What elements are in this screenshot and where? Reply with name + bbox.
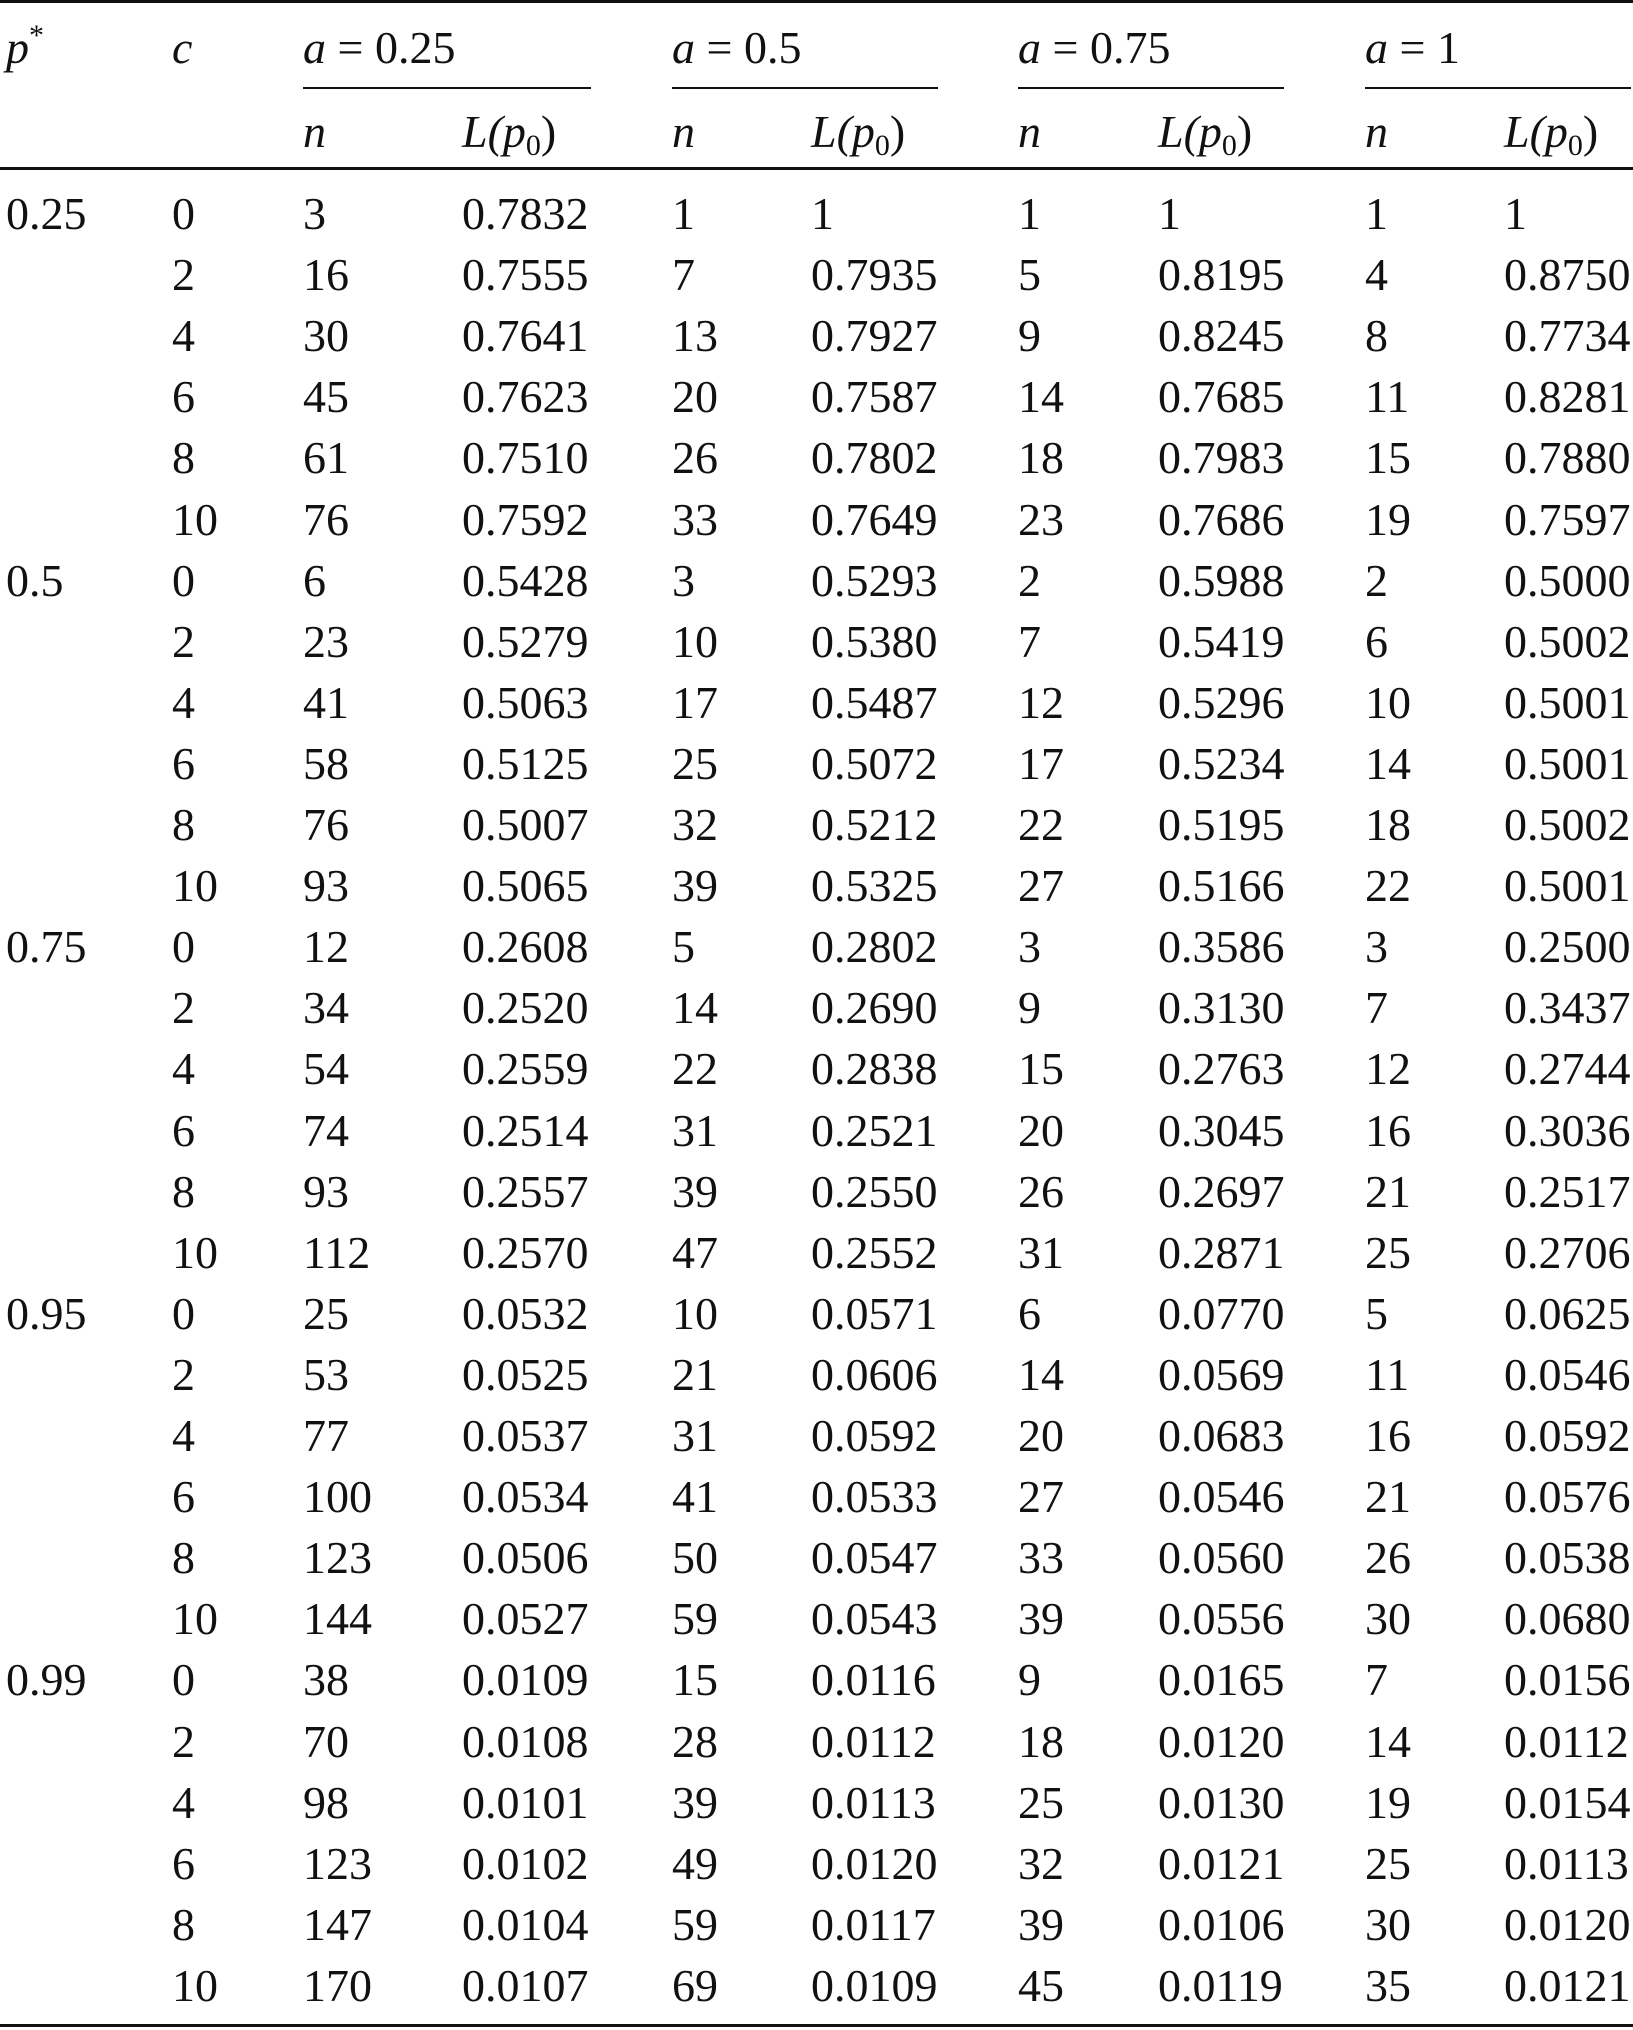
cell-L: 0.0592 <box>811 1410 938 1461</box>
group-underline <box>672 87 938 89</box>
cell-n: 2 <box>1365 554 1388 606</box>
cell-n: 14 <box>1018 1348 1064 1400</box>
cell-c: 10 <box>172 860 218 912</box>
cell-n: 15 <box>1018 1043 1064 1095</box>
cell-n: 16 <box>303 249 349 301</box>
cell-c: 10 <box>172 1226 218 1278</box>
cell-L: 0.0154 <box>1504 1776 1631 1828</box>
cell-n: 22 <box>1018 799 1064 850</box>
cell-n: 69 <box>672 1959 718 2011</box>
cell-n: 2 <box>1018 554 1041 606</box>
cell-n: 25 <box>672 737 718 789</box>
cell-n: 123 <box>303 1837 372 1889</box>
cell-L: 0.0121 <box>1158 1837 1285 1889</box>
group-underline <box>1365 87 1631 89</box>
cell-n: 39 <box>672 860 718 912</box>
cell-c: 4 <box>172 1776 195 1828</box>
cell-L: 0.0104 <box>462 1898 589 1950</box>
cell-c: 10 <box>172 1593 218 1645</box>
cell-n: 12 <box>1365 1043 1411 1095</box>
cell-n: 93 <box>303 1165 349 1217</box>
cell-n: 25 <box>1018 1776 1064 1828</box>
cell-n: 170 <box>303 1959 372 2011</box>
header-L-p0: $L(p_0)$ <box>1504 106 1599 162</box>
cell-L: 0.0102 <box>462 1837 589 1889</box>
cell-n: 11 <box>1365 1348 1410 1400</box>
cell-L: 0.5296 <box>1158 676 1285 728</box>
group-underline <box>303 87 591 89</box>
cell-L: 0.0546 <box>1504 1348 1631 1400</box>
cell-L: 0.3586 <box>1158 921 1285 973</box>
cell-n: 17 <box>672 676 718 728</box>
cell-n: 1 <box>1018 188 1041 239</box>
cell-n: 34 <box>303 982 349 1034</box>
header-n: n <box>303 106 326 157</box>
cell-n: 19 <box>1365 1776 1411 1828</box>
cell-n: 25 <box>1365 1837 1411 1889</box>
cell-n: 54 <box>303 1043 349 1095</box>
cell-L: 0.8245 <box>1158 310 1285 362</box>
cell-L: 0.5212 <box>811 799 938 850</box>
cell-c: 2 <box>172 982 195 1034</box>
cell-n: 98 <box>303 1776 349 1828</box>
header-n: n <box>1365 106 1388 157</box>
cell-L: 1 <box>811 188 834 239</box>
header-c: c <box>172 22 193 73</box>
cell-n: 35 <box>1365 1959 1411 2011</box>
cell-n: 76 <box>303 493 349 545</box>
cell-L: 0.0546 <box>1158 1471 1285 1523</box>
header-L-p0: $L(p_0)$ <box>462 106 557 162</box>
cell-L: 0.0106 <box>1158 1898 1285 1950</box>
cell-L: 0.2802 <box>811 921 938 973</box>
cell-L: 0.2763 <box>1158 1043 1285 1095</box>
cell-L: 0.2500 <box>1504 921 1631 973</box>
cell-L: 0.2838 <box>811 1043 938 1095</box>
cell-L: 0.5428 <box>462 554 589 606</box>
cell-n: 9 <box>1018 1654 1041 1706</box>
cell-n: 23 <box>303 615 349 667</box>
cell-c: 6 <box>172 1104 195 1156</box>
cell-n: 3 <box>672 554 695 606</box>
cell-n: 112 <box>303 1226 371 1278</box>
cell-L: 0.2520 <box>462 982 589 1034</box>
cell-n: 41 <box>672 1471 718 1523</box>
cell-n: 21 <box>1365 1471 1411 1523</box>
cell-L: 0.5001 <box>1504 860 1631 912</box>
cell-n: 31 <box>672 1104 718 1156</box>
cell-n: 32 <box>1018 1837 1064 1889</box>
cell-c: 0 <box>172 188 195 239</box>
cell-L: 0.5001 <box>1504 676 1631 728</box>
cell-L: 0.2744 <box>1504 1043 1631 1095</box>
cell-L: 0.0113 <box>811 1776 936 1828</box>
cell-c: 0 <box>172 554 195 606</box>
header-L-p0: $L(p_0)$ <box>1158 106 1253 162</box>
cell-n: 17 <box>1018 737 1064 789</box>
cell-L: 0.0130 <box>1158 1776 1285 1828</box>
cell-L: 0.5166 <box>1158 860 1285 912</box>
header-group-a-1: a = 1 <box>1365 22 1460 73</box>
cell-n: 15 <box>672 1654 718 1706</box>
cell-n: 4 <box>1365 249 1388 301</box>
cell-pstar: 0.99 <box>6 1654 87 1706</box>
cell-n: 61 <box>303 432 349 484</box>
cell-c: 8 <box>172 1165 195 1217</box>
cell-c: 10 <box>172 1959 218 2011</box>
cell-n: 7 <box>1365 982 1388 1034</box>
cell-L: 0.0547 <box>811 1532 938 1584</box>
cell-L: 0.0108 <box>462 1715 589 1767</box>
cell-n: 27 <box>1018 1471 1064 1523</box>
cell-L: 0.0117 <box>811 1898 936 1950</box>
cell-L: 0.2557 <box>462 1165 589 1217</box>
cell-n: 1 <box>1365 188 1388 239</box>
cell-n: 21 <box>1365 1165 1411 1217</box>
header-n: n <box>1018 106 1041 157</box>
cell-n: 39 <box>672 1165 718 1217</box>
cell-n: 13 <box>672 310 718 362</box>
cell-n: 18 <box>1018 1715 1064 1767</box>
cell-L: 0.7510 <box>462 432 589 484</box>
cell-L: 0.0569 <box>1158 1348 1285 1400</box>
cell-pstar: 0.75 <box>6 921 87 973</box>
cell-L: 0.2552 <box>811 1226 938 1278</box>
cell-c: 2 <box>172 1715 195 1767</box>
cell-n: 49 <box>672 1837 718 1889</box>
cell-L: 0.5065 <box>462 860 589 912</box>
cell-n: 7 <box>1365 1654 1388 1706</box>
cell-L: 0.3130 <box>1158 982 1285 1034</box>
cell-c: 10 <box>172 493 218 545</box>
cell-L: 0.3036 <box>1504 1104 1631 1156</box>
cell-L: 0.7832 <box>462 188 589 239</box>
cell-L: 0.0527 <box>462 1593 589 1645</box>
cell-n: 14 <box>672 982 718 1034</box>
cell-L: 0.0680 <box>1504 1593 1631 1645</box>
cell-n: 26 <box>1018 1165 1064 1217</box>
cell-n: 39 <box>1018 1593 1064 1645</box>
cell-n: 30 <box>303 310 349 362</box>
cell-c: 6 <box>172 371 195 423</box>
cell-L: 0.5234 <box>1158 737 1285 789</box>
cell-L: 0.0109 <box>811 1959 938 2011</box>
cell-L: 0.8750 <box>1504 249 1631 301</box>
cell-L: 0.2550 <box>811 1165 938 1217</box>
header-group-a-0.25: a = 0.25 <box>303 22 456 73</box>
cell-n: 14 <box>1018 371 1064 423</box>
cell-n: 15 <box>1365 432 1411 484</box>
cell-n: 5 <box>1018 249 1041 301</box>
cell-n: 30 <box>1365 1593 1411 1645</box>
cell-L: 0.0101 <box>462 1776 589 1828</box>
cell-L: 0.7623 <box>462 371 589 423</box>
cell-L: 0.2517 <box>1504 1165 1631 1217</box>
cell-n: 20 <box>1018 1410 1064 1461</box>
cell-n: 22 <box>1365 860 1411 912</box>
cell-n: 41 <box>303 676 349 728</box>
cell-n: 18 <box>1365 799 1411 850</box>
cell-L: 0.0107 <box>462 1959 589 2011</box>
cell-L: 0.8195 <box>1158 249 1285 301</box>
cell-c: 6 <box>172 1837 195 1889</box>
cell-L: 0.2521 <box>811 1104 938 1156</box>
cell-L: 0.7685 <box>1158 371 1285 423</box>
cell-c: 0 <box>172 1287 195 1339</box>
cell-n: 16 <box>1365 1410 1411 1461</box>
cell-c: 0 <box>172 1654 195 1706</box>
cell-n: 18 <box>1018 432 1064 484</box>
cell-n: 22 <box>672 1043 718 1095</box>
cell-pstar: 0.25 <box>6 188 87 239</box>
cell-n: 9 <box>1018 310 1041 362</box>
cell-L: 0.7802 <box>811 432 938 484</box>
cell-L: 0.0165 <box>1158 1654 1285 1706</box>
cell-L: 0.0538 <box>1504 1532 1631 1584</box>
cell-n: 20 <box>1018 1104 1064 1156</box>
header-group-a-0.75: a = 0.75 <box>1018 22 1171 73</box>
cell-n: 93 <box>303 860 349 912</box>
cell-n: 7 <box>1018 615 1041 667</box>
cell-n: 1 <box>672 188 695 239</box>
cell-L: 0.2559 <box>462 1043 589 1095</box>
cell-n: 59 <box>672 1898 718 1950</box>
cell-L: 0.2570 <box>462 1226 589 1278</box>
cell-L: 0.0119 <box>1158 1959 1283 2011</box>
cell-c: 4 <box>172 1410 195 1461</box>
cell-c: 2 <box>172 1348 195 1400</box>
cell-n: 33 <box>1018 1532 1064 1584</box>
cell-n: 26 <box>672 432 718 484</box>
cell-L: 0.0525 <box>462 1348 589 1400</box>
bottom-rule <box>0 2024 1633 2027</box>
cell-n: 3 <box>1018 921 1041 973</box>
cell-n: 23 <box>1018 493 1064 545</box>
cell-n: 123 <box>303 1532 372 1584</box>
cell-n: 16 <box>1365 1104 1411 1156</box>
cell-L: 0.7649 <box>811 493 938 545</box>
cell-n: 11 <box>1365 371 1410 423</box>
cell-n: 58 <box>303 737 349 789</box>
cell-L: 0.5487 <box>811 676 938 728</box>
cell-L: 0.5195 <box>1158 799 1285 850</box>
header-group-a-0.5: a = 0.5 <box>672 22 802 73</box>
cell-L: 0.5002 <box>1504 615 1631 667</box>
cell-n: 3 <box>303 188 326 239</box>
cell-L: 0.5063 <box>462 676 589 728</box>
cell-L: 0.0571 <box>811 1287 938 1339</box>
cell-L: 0.2514 <box>462 1104 589 1156</box>
cell-L: 0.7587 <box>811 371 938 423</box>
cell-L: 0.5001 <box>1504 737 1631 789</box>
cell-L: 0.0560 <box>1158 1532 1285 1584</box>
cell-L: 0.0534 <box>462 1471 589 1523</box>
cell-L: 0.5293 <box>811 554 938 606</box>
cell-n: 31 <box>672 1410 718 1461</box>
cell-L: 0.2706 <box>1504 1226 1631 1278</box>
cell-n: 38 <box>303 1654 349 1706</box>
cell-L: 0.0156 <box>1504 1654 1631 1706</box>
cell-L: 0.0120 <box>1158 1715 1285 1767</box>
cell-n: 39 <box>672 1776 718 1828</box>
header-n: n <box>672 106 695 157</box>
cell-L: 0.3437 <box>1504 982 1631 1034</box>
cell-L: 0.8281 <box>1504 371 1631 423</box>
cell-n: 47 <box>672 1226 718 1278</box>
cell-c: 8 <box>172 1898 195 1950</box>
cell-n: 12 <box>1018 676 1064 728</box>
cell-c: 6 <box>172 737 195 789</box>
cell-L: 0.0109 <box>462 1654 589 1706</box>
cell-n: 19 <box>1365 493 1411 545</box>
cell-L: 0.0533 <box>811 1471 938 1523</box>
group-underline <box>1018 87 1284 89</box>
cell-L: 0.0683 <box>1158 1410 1285 1461</box>
cell-n: 76 <box>303 799 349 850</box>
cell-n: 32 <box>672 799 718 850</box>
cell-L: 0.5002 <box>1504 799 1631 850</box>
cell-n: 14 <box>1365 737 1411 789</box>
cell-n: 144 <box>303 1593 372 1645</box>
cell-L: 0.5125 <box>462 737 589 789</box>
cell-L: 0.7641 <box>462 310 589 362</box>
cell-c: 8 <box>172 432 195 484</box>
cell-L: 0.0625 <box>1504 1287 1631 1339</box>
cell-n: 21 <box>672 1348 718 1400</box>
cell-L: 0.7555 <box>462 249 589 301</box>
cell-n: 28 <box>672 1715 718 1767</box>
cell-n: 45 <box>1018 1959 1064 2011</box>
cell-n: 31 <box>1018 1226 1064 1278</box>
cell-L: 0.7927 <box>811 310 938 362</box>
cell-n: 25 <box>303 1287 349 1339</box>
cell-n: 100 <box>303 1471 372 1523</box>
cell-n: 7 <box>672 249 695 301</box>
cell-n: 39 <box>1018 1898 1064 1950</box>
cell-L: 0.0506 <box>462 1532 589 1584</box>
cell-L: 0.0121 <box>1504 1959 1631 2011</box>
cell-n: 20 <box>672 371 718 423</box>
cell-c: 8 <box>172 1532 195 1584</box>
cell-L: 0.7592 <box>462 493 589 545</box>
header-L-p0: $L(p_0)$ <box>811 106 906 162</box>
header-pstar: p* <box>6 19 44 73</box>
cell-c: 4 <box>172 676 195 728</box>
cell-L: 0.0770 <box>1158 1287 1285 1339</box>
header-rule <box>0 167 1633 170</box>
cell-L: 0.0606 <box>811 1348 938 1400</box>
cell-n: 77 <box>303 1410 349 1461</box>
cell-L: 0.0120 <box>1504 1898 1631 1950</box>
cell-L: 0.7983 <box>1158 432 1285 484</box>
cell-n: 5 <box>672 921 695 973</box>
cell-c: 2 <box>172 615 195 667</box>
cell-n: 10 <box>672 1287 718 1339</box>
cell-n: 3 <box>1365 921 1388 973</box>
cell-c: 2 <box>172 249 195 301</box>
cell-n: 53 <box>303 1348 349 1400</box>
cell-c: 8 <box>172 799 195 850</box>
cell-L: 0.0592 <box>1504 1410 1631 1461</box>
cell-n: 10 <box>672 615 718 667</box>
cell-L: 0.0532 <box>462 1287 589 1339</box>
cell-n: 33 <box>672 493 718 545</box>
cell-L: 0.0537 <box>462 1410 589 1461</box>
cell-L: 0.5007 <box>462 799 589 850</box>
cell-n: 6 <box>303 554 326 606</box>
cell-L: 0.0556 <box>1158 1593 1285 1645</box>
cell-L: 0.0576 <box>1504 1471 1631 1523</box>
cell-c: 4 <box>172 310 195 362</box>
cell-L: 0.5279 <box>462 615 589 667</box>
cell-n: 147 <box>303 1898 372 1950</box>
cell-L: 0.2697 <box>1158 1165 1285 1217</box>
cell-L: 0.7935 <box>811 249 938 301</box>
cell-L: 0.0120 <box>811 1837 938 1889</box>
cell-pstar: 0.5 <box>6 554 64 606</box>
cell-L: 0.5988 <box>1158 554 1285 606</box>
cell-L: 0.0112 <box>1504 1715 1629 1767</box>
cell-n: 14 <box>1365 1715 1411 1767</box>
cell-n: 6 <box>1018 1287 1041 1339</box>
cell-n: 30 <box>1365 1898 1411 1950</box>
cell-n: 6 <box>1365 615 1388 667</box>
cell-L: 0.2690 <box>811 982 938 1034</box>
cell-n: 45 <box>303 371 349 423</box>
cell-n: 12 <box>303 921 349 973</box>
cell-L: 0.2871 <box>1158 1226 1285 1278</box>
cell-n: 26 <box>1365 1532 1411 1584</box>
cell-L: 0.0116 <box>811 1654 936 1706</box>
cell-n: 10 <box>1365 676 1411 728</box>
cell-pstar: 0.95 <box>6 1287 87 1339</box>
cell-n: 5 <box>1365 1287 1388 1339</box>
cell-n: 25 <box>1365 1226 1411 1278</box>
cell-L: 0.7597 <box>1504 493 1631 545</box>
cell-L: 0.5325 <box>811 860 938 912</box>
cell-L: 0.7880 <box>1504 432 1631 484</box>
cell-n: 8 <box>1365 310 1388 362</box>
cell-L: 0.0113 <box>1504 1837 1629 1889</box>
cell-c: 4 <box>172 1043 195 1095</box>
cell-L: 0.5072 <box>811 737 938 789</box>
top-rule <box>0 0 1633 3</box>
cell-L: 0.3045 <box>1158 1104 1285 1156</box>
cell-L: 0.2608 <box>462 921 589 973</box>
cell-L: 0.5419 <box>1158 615 1285 667</box>
cell-c: 6 <box>172 1471 195 1523</box>
cell-n: 74 <box>303 1104 349 1156</box>
cell-n: 50 <box>672 1532 718 1584</box>
cell-n: 70 <box>303 1715 349 1767</box>
cell-L: 1 <box>1158 188 1181 239</box>
cell-L: 0.7686 <box>1158 493 1285 545</box>
cell-L: 0.7734 <box>1504 310 1631 362</box>
cell-L: 0.5380 <box>811 615 938 667</box>
cell-L: 1 <box>1504 188 1527 239</box>
cell-L: 0.5000 <box>1504 554 1631 606</box>
cell-n: 9 <box>1018 982 1041 1034</box>
cell-c: 0 <box>172 921 195 973</box>
cell-n: 27 <box>1018 860 1064 912</box>
cell-L: 0.0112 <box>811 1715 936 1767</box>
cell-L: 0.0543 <box>811 1593 938 1645</box>
cell-n: 59 <box>672 1593 718 1645</box>
